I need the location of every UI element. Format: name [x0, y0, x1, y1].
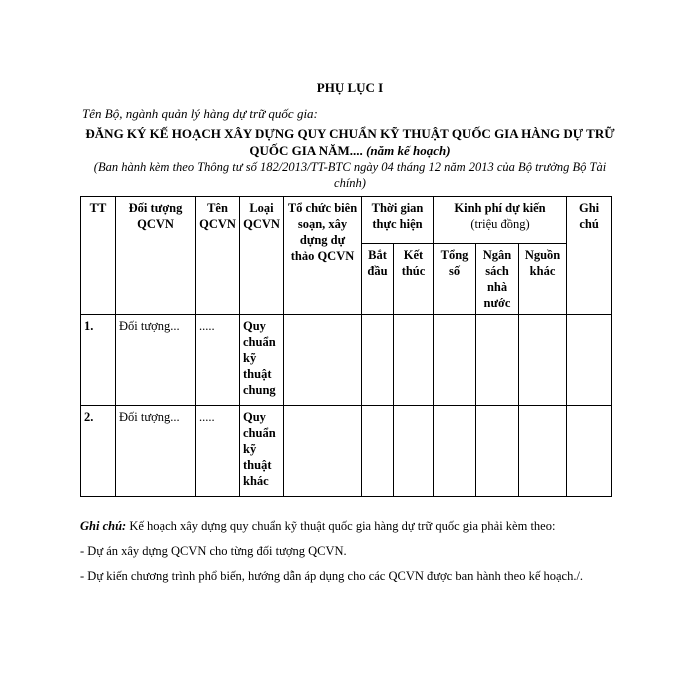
notes-intro: [80, 518, 620, 535]
row-end: [394, 406, 434, 497]
header-type: Loại QCVN: [240, 197, 284, 315]
row-object: Đối tượng...: [116, 406, 196, 497]
row-note: [567, 315, 612, 406]
header-note: Ghi chú: [567, 197, 612, 315]
heading-plan-year: (năm kế hoạch): [366, 143, 451, 158]
header-budget: [434, 197, 567, 244]
header-end: Kết thúc: [394, 244, 434, 315]
header-budget-unit: (triệu đồng): [470, 217, 530, 231]
row-name: .....: [196, 315, 240, 406]
table-row: [81, 406, 612, 497]
row-object: Đối tượng...: [116, 315, 196, 406]
header-other-sources: Nguồn khác: [519, 244, 567, 315]
row-tt: 2.: [81, 406, 116, 497]
header-name: Tên QCVN: [196, 197, 240, 315]
row-organization: [284, 406, 362, 497]
row-type: Quy chuẩn kỹ thuật chung: [240, 315, 284, 406]
appendix-title: PHỤ LỤC I: [316, 80, 384, 95]
row-total: [434, 406, 476, 497]
row-total: [434, 315, 476, 406]
header-state-budget: Ngân sách nhà nước: [476, 244, 519, 315]
row-start: [362, 315, 394, 406]
row-start: [362, 406, 394, 497]
plan-table: [80, 196, 612, 497]
row-state-budget: [476, 315, 519, 406]
row-note: [567, 406, 612, 497]
row-tt: 1.: [81, 315, 116, 406]
row-other-sources: [519, 315, 567, 406]
ministry-line: Tên Bộ, ngành quản lý hàng dự trữ quốc gia:: [82, 106, 318, 121]
notes-item-1: - Dự án xây dựng QCVN cho từng đối tượng QCVN.: [80, 544, 347, 558]
document-heading: [80, 125, 620, 159]
issued-with-line: (Ban hành kèm theo Thông tư số 182/2013/TT-BTC ngày 04 tháng 12 năm 2013 của Bộ trưởng Bộ Tài chính): [93, 160, 607, 190]
notes-section: [80, 518, 620, 593]
row-type: Quy chuẩn kỹ thuật khác: [240, 406, 284, 497]
table-row: [81, 315, 612, 406]
header-tt: TT: [81, 197, 116, 315]
row-end: [394, 315, 434, 406]
notes-intro-text: Kế hoạch xây dựng quy chuẩn kỹ thuật quốc gia hàng dự trữ quốc gia phải kèm theo:: [126, 519, 556, 533]
row-name: .....: [196, 406, 240, 497]
row-organization: [284, 315, 362, 406]
notes-label: Ghi chú:: [80, 519, 127, 533]
header-duration: Thời gian thực hiện: [362, 197, 434, 244]
header-start: Bắt đầu: [362, 244, 394, 315]
header-total: Tổng số: [434, 244, 476, 315]
notes-item-2: - Dự kiến chương trình phổ biến, hướng dẫn áp dụng cho các QCVN được ban hành theo kế hoạch./.: [80, 569, 584, 583]
header-organization: Tổ chức biên soạn, xây dựng dự thảo QCVN: [284, 197, 362, 315]
row-state-budget: [476, 406, 519, 497]
header-budget-label: Kinh phí dự kiến: [454, 201, 546, 215]
header-object: Đối tượng QCVN: [116, 197, 196, 315]
heading-text: ĐĂNG KÝ KẾ HOẠCH XÂY DỰNG QUY CHUẨN KỸ THUẬT QUỐC GIA HÀNG DỰ TRỮ QUỐC GIA NĂM....: [85, 126, 615, 158]
row-other-sources: [519, 406, 567, 497]
header-row: [81, 197, 612, 244]
